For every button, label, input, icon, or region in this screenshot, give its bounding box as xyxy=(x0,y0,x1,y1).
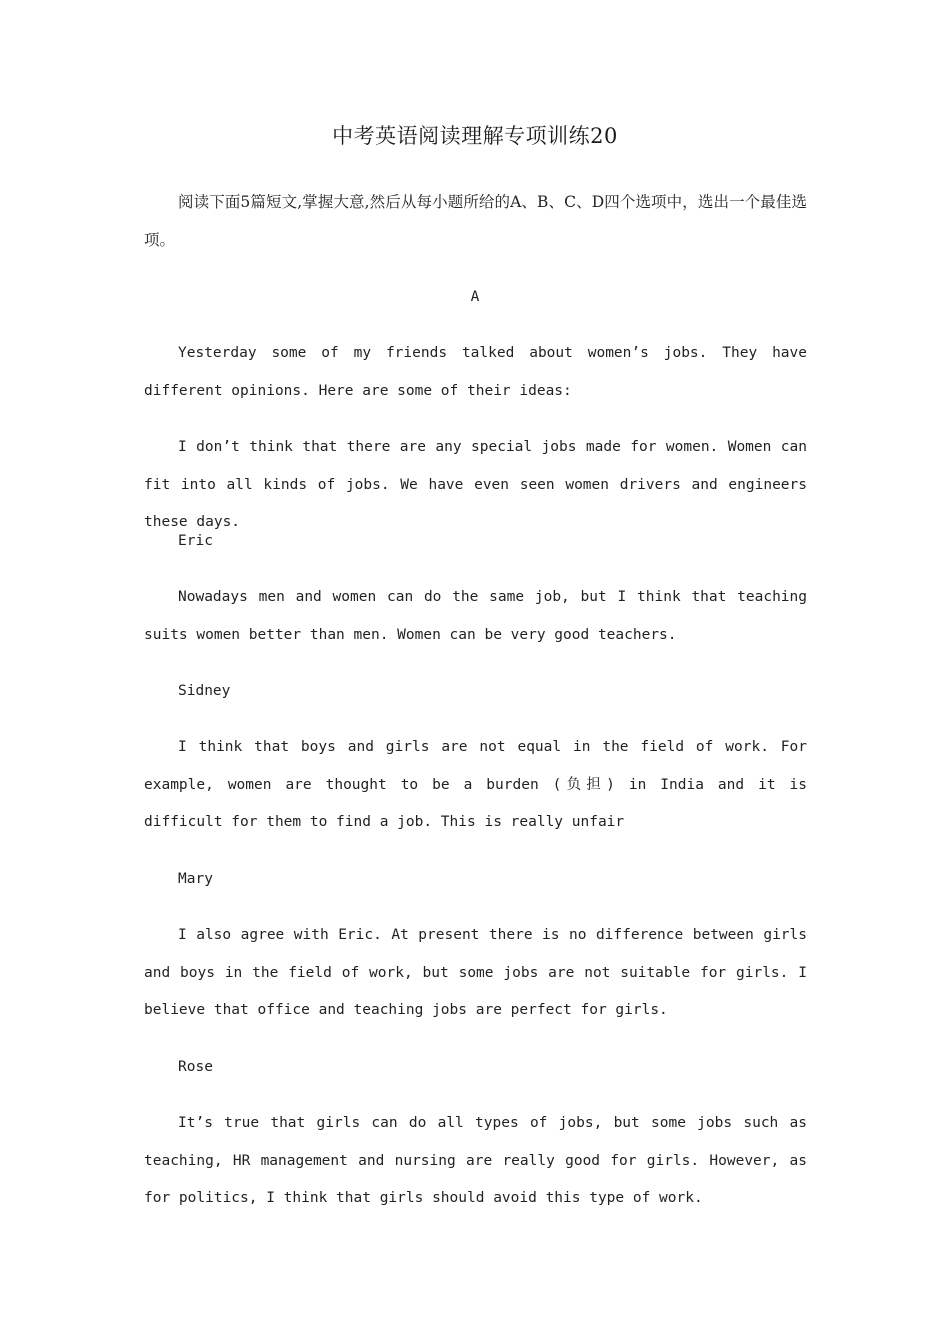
opinion-paragraph-1: I don’t think that there are any special jobs made for women. Women can fit into all kinds of jobs. We have even seen women drivers and engineers these days. xyxy=(144,439,807,530)
opinion-paragraph-4: I also agree with Eric. At present there is no difference between girls and boys in the field of work, but some jobs are not suitable for girls. I believe that office and teaching jobs are perfect for girls. xyxy=(144,927,807,1018)
opinion-paragraph-2: Nowadays men and women can do the same job, but I think that teaching suits women better than men. Women can be very good teachers. xyxy=(144,589,807,643)
section-label: A xyxy=(470,289,480,305)
opinion-paragraph-3: I think that boys and girls are not equal in the field of work. For example, women are thought to be a burden (负担) in India and it is difficult for them to find a job. This is really unfair xyxy=(144,739,807,830)
opinion-paragraph-5: It’s true that girls can do all types of jobs, but some jobs such as teaching, HR management and nursing are really good for girls. However, as for politics, I think that girls should avoid this type of work. xyxy=(144,1115,807,1206)
speaker-name-2: Sidney xyxy=(178,683,231,699)
document-title: 中考英语阅读理解专项训练20 xyxy=(332,124,618,148)
intro-paragraph: Yesterday some of my friends talked about women’s jobs. They have different opinions. Here are some of their ideas: xyxy=(144,345,807,399)
instructions-paragraph: 阅读下面5篇短文,掌握大意,然后从每小题所给的A、B、C、D四个选项中，选出一个最佳选项。 xyxy=(144,193,807,249)
speaker-name-4: Rose xyxy=(178,1059,213,1075)
speaker-name-1: Eric xyxy=(178,533,213,549)
speaker-name-3: Mary xyxy=(178,871,213,887)
